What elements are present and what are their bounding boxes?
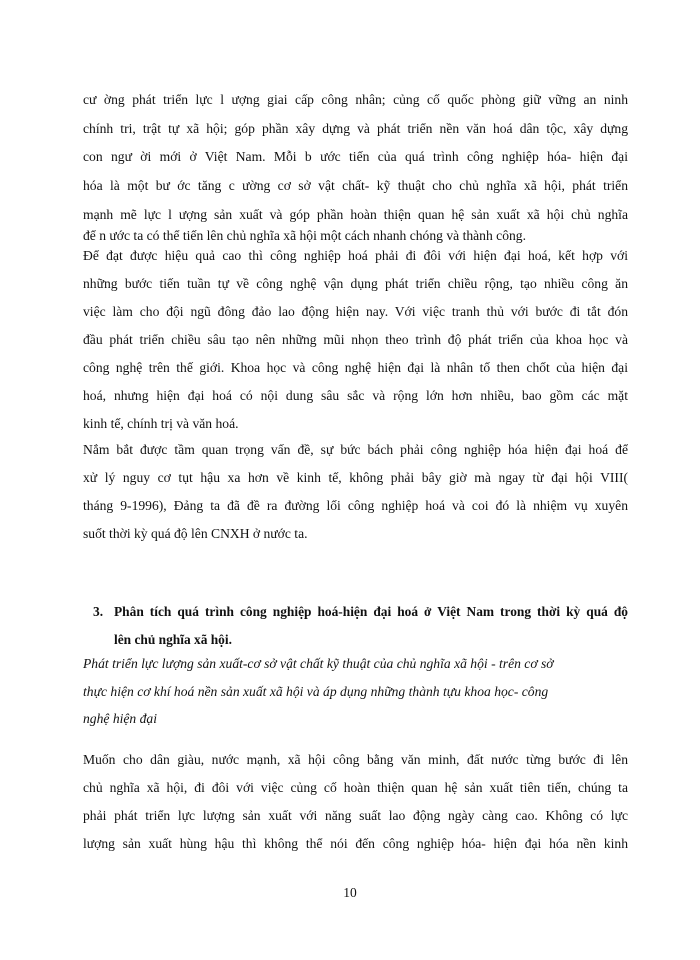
- text-line: kinh tế, chính trị và văn hoá.: [83, 416, 239, 431]
- text-line: tháng 9-1996), Đảng ta đã đề ra đường lối công nghiệp hoá và coi đó là nhiệm vụ xuyên: [83, 498, 628, 513]
- section-number: 3.: [93, 604, 104, 619]
- text-line: thực hiện cơ khí hoá nền sản xuất xã hội và áp dụng những thành tựu khoa học- công: [83, 684, 549, 699]
- page-number: 10: [343, 885, 357, 900]
- text-line: Phát triển lực lượng sản xuất-cơ sở vật chất kỹ thuật của chủ nghĩa xã hội - trên cơ sở: [83, 656, 554, 671]
- text-line: suốt thời kỳ quá độ lên CNXH ở nước ta.: [83, 526, 308, 541]
- text-line: Để đạt được hiệu quả cao thì công nghiệp hoá phải đi đôi với hiện đại hoá, kết hợp với: [83, 248, 628, 263]
- text-line: xử lý nguy cơ tụt hậu xa hơn về kinh tế, không phải bây giờ mà ngay từ đại hội VIII(: [83, 470, 628, 485]
- text-line: để n ước ta có thể tiến lên chủ nghĩa xã hội một cách nhanh chóng và thành công.: [83, 228, 526, 243]
- section-title-line: Phân tích quá trình công nghiệp hoá-hiện đại hoá ở Việt Nam trong thời kỳ quá độ: [114, 604, 628, 619]
- text-line: hóa là một bư ớc tăng c ường cơ sở vật chất- kỹ thuật cho chủ nghĩa xã hội, phát triển: [83, 178, 628, 193]
- text-line: mạnh mẽ lực l ượng sản xuất và góp phần hoàn thiện quan hệ sản xuất xã hội chủ nghĩa: [83, 207, 628, 222]
- text-line: lượng sản xuất hùng hậu thì không thể nói đến công nghiệp hóa- hiện đại hóa nền kinh: [83, 836, 628, 851]
- text-line: chính tri, trật tự xã hội; góp phần xây dựng và phát triển nền văn hoá dân tộc, xây dựng: [83, 121, 628, 136]
- text-line: công nghệ trên thế giới. Khoa học và công nghệ hiện đại là nhân tố then chốt của hiện đại: [83, 360, 628, 375]
- text-line: việc làm cho đội ngũ đông đảo lao động hiện nay. Với việc tranh thủ với bước đi tắt đón: [83, 304, 628, 319]
- text-line: hoá, nhưng hiện đại hoá có nội dung sâu sắc và rộng lớn hơn nhiều, bao gồm các mặt: [83, 388, 628, 403]
- text-line: cư ờng phát triển lực l ượng giai cấp công nhân; củng cố quốc phòng giữ vững an ninh: [83, 92, 628, 107]
- text-line: nghệ hiện đại: [83, 711, 157, 726]
- text-line: phải phát triển lực lượng sản xuất với năng suất lao động ngày càng cao. Không có lực: [83, 808, 628, 823]
- section-title-line: lên chủ nghĩa xã hội.: [114, 632, 232, 647]
- text-line: Nắm bắt được tầm quan trọng vấn đề, sự bức bách phải công nghiệp hóa hiện đại hoá để: [83, 442, 628, 457]
- text-line: Muốn cho dân giàu, nước mạnh, xã hội công bằng văn minh, đất nước từng bước đi lên: [83, 752, 628, 767]
- text-line: con ngư ời mới ở Việt Nam. Mỗi b ước tiến của quá trình công nghiệp hóa- hiện đại: [83, 149, 628, 164]
- text-line: những bước tiến tuần tự về công nghệ vận dụng phát triển chiều rộng, tạo nhiều công ăn: [83, 276, 628, 291]
- text-line: chủ nghĩa xã hội, đi đôi với việc củng cố hoàn thiện quan hệ sản xuất tiên tiến, chúng ta: [83, 780, 628, 795]
- text-line: đầu phát triển chiều sâu tạo nên những mũi nhọn theo trình độ phát triển của khoa học và: [83, 332, 628, 347]
